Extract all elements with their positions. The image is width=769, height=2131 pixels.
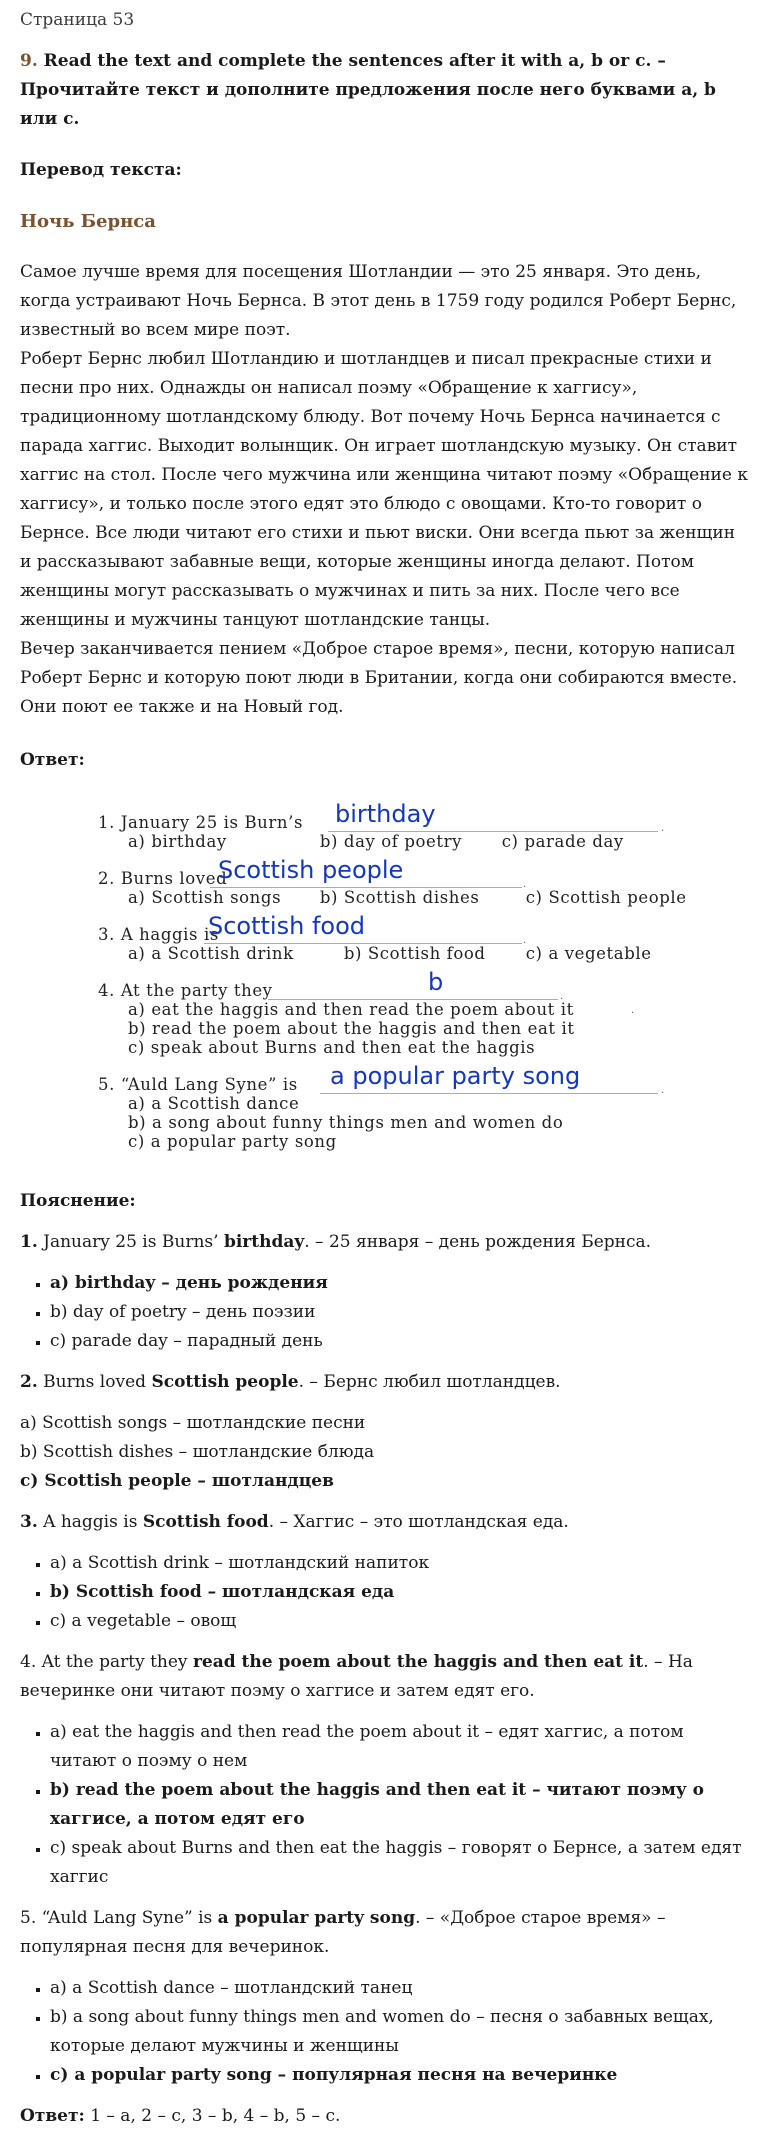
item-number: 2. [98, 869, 115, 888]
option: b) Scottish dishes [319, 888, 480, 907]
explanation-sentence [20, 1648, 749, 1706]
story-text [20, 258, 749, 722]
option-item: c) Scottish people – шотландцев [20, 1471, 334, 1491]
explanation-number: 3. [20, 1512, 38, 1532]
final-answer [20, 2102, 749, 2131]
option: b) Scottish food [343, 944, 486, 963]
explanation-lead: A haggis is [43, 1512, 138, 1532]
explanation-number: 2. [20, 1372, 38, 1392]
final-answer-label: Ответ: [20, 2106, 85, 2126]
item-number: 5. [98, 1075, 115, 1094]
final-answer-text: 1 – a, 2 – c, 3 – b, 4 – b, 5 – c. [90, 2106, 341, 2126]
explanation-answer: read the poem about the haggis and then eat it [192, 1652, 644, 1672]
story-paragraph: Вечер заканчивается пением «Доброе старое время», песни, которую написал Роберт Бернс и которую поют люди в Британии, когда они собираются вместе. Они поют ее также и на Новый год. [20, 639, 738, 717]
option-item: b) Scottish dishes – шотландские блюда [20, 1442, 375, 1462]
answer-blank [320, 1093, 658, 1094]
option-item: ▪ a) a Scottish drink – шотландский напиток [50, 1549, 749, 1578]
options-list [20, 1269, 749, 1356]
explanation-answer: Scottish food [142, 1512, 269, 1532]
translation-heading: Перевод текста: [20, 160, 182, 180]
explanation-sentence [20, 1904, 749, 1962]
answer-blank [210, 887, 522, 888]
story-title: Ночь Бернса [20, 211, 156, 232]
exercise-item: 1. January 25 is Burn’s . birthday a) birthday b) day of poetry c) parade day [98, 800, 665, 851]
option: b) read the poem about the haggis and then eat it [128, 1019, 575, 1038]
option-item: ▪ b) day of poetry – день поэзии [50, 1298, 749, 1327]
explanation-lead: Burns loved [43, 1372, 147, 1392]
option: a) a Scottish dance [128, 1094, 300, 1113]
handwritten-answer: birthday [335, 800, 436, 828]
exercise-item: 4. At the party they . b a) eat the haggis and then read the poem about it b) read the poem about the haggis and then eat it c) speak about Burns and then eat the haggis . [98, 981, 678, 1057]
item-number: 3. [98, 925, 115, 944]
explanation-answer: Scottish people [151, 1372, 299, 1392]
explanation-label: Пояснение: [20, 1191, 136, 1211]
answer-label: Ответ: [20, 750, 85, 770]
options-list [20, 1409, 749, 1496]
explanation-answer: birthday [223, 1232, 305, 1252]
option: a) birthday [128, 832, 227, 851]
handwritten-answer: a popular party song [330, 1062, 581, 1090]
story-paragraph: Самое лучше время для посещения Шотландии — это 25 января. Это день, когда устраивают Ночь Бернса. В этот день в 1759 году родился Роберт Бернс, известный во всем мире поэт. [20, 262, 737, 340]
explanation-translation: . – 25 января – день рождения Бернса. [304, 1232, 652, 1252]
answer-blank [204, 943, 522, 944]
explanation-answer: a popular party song [217, 1908, 416, 1928]
explanation-translation: . – На вечеринке они читают поэму о хаггисе и затем едят его. [20, 1652, 693, 1701]
explanation-lead: At the party they [41, 1652, 188, 1672]
exercise-item: 5. “Auld Lang Syne” is . a popular party song a) a Scottish dance b) a song about funny things men and women do c) a popular party song [98, 1075, 678, 1151]
page-label: Страница 53 [20, 10, 135, 30]
item-stem: Burns loved [120, 869, 228, 888]
exercise-item: 3. A haggis is . Scottish food a) a Scottish drink b) Scottish food c) a vegetable [98, 912, 652, 963]
explanation-number: 4. [20, 1652, 37, 1672]
option: c) a popular party song [128, 1132, 337, 1151]
task-number: 9. [20, 51, 38, 71]
option: c) a vegetable [525, 944, 652, 963]
explanation-lead: January 25 is Burns’ [43, 1232, 219, 1252]
option-item: ▪ a) a Scottish dance – шотландский танец [50, 1974, 749, 2003]
option: b) a song about funny things men and women do [128, 1113, 564, 1132]
option: a) Scottish songs [128, 888, 282, 907]
option-item: ▪ b) read the poem about the haggis and then eat it – читают поэму о хаггисе, а потом едят его [50, 1776, 749, 1834]
item-stem: “Auld Lang Syne” is [120, 1075, 298, 1094]
task-heading [20, 47, 749, 134]
explanation-number: 1. [20, 1232, 38, 1252]
explanation-translation: . – Бернс любил шотландцев. [298, 1372, 561, 1392]
option: c) Scottish people [525, 888, 687, 907]
explanation-translation: . – Хаггис – это шотландская еда. [268, 1512, 569, 1532]
explanation-sentence [20, 1368, 749, 1397]
option-item: ▪ b) Scottish food – шотландская еда [50, 1578, 749, 1607]
item-stem: At the party they [120, 981, 273, 1000]
option-item: ▪ b) a song about funny things men and women do – песня о забавных вещах, которые делают мужчины и женщины [50, 2003, 749, 2061]
explanation-translation: . – «Доброе старое время» – популярная песня для вечеринок. [20, 1908, 666, 1957]
option-item: a) Scottish songs – шотландские песни [20, 1413, 366, 1433]
handwritten-answer: Scottish food [208, 912, 365, 940]
options-list [20, 1549, 749, 1636]
option-item: ▪ a) eat the haggis and then read the poem about it – едят хаггис, а потом читают о поэму о нем [50, 1718, 749, 1776]
handwritten-answer: Scottish people [218, 856, 404, 884]
option-item: ▪ c) parade day – парадный день [50, 1327, 749, 1356]
explanation-lead: “Auld Lang Syne” is [41, 1908, 213, 1928]
exercise-item: 2. Burns loved . Scottish people a) Scottish songs b) Scottish dishes c) Scottish people [98, 856, 687, 907]
item-stem: A haggis is [120, 925, 219, 944]
option: a) a Scottish drink [128, 944, 294, 963]
option: b) day of poetry [319, 832, 463, 851]
option: a) eat the haggis and then read the poem about it [128, 1000, 574, 1019]
options-list [20, 1718, 749, 1892]
option-item: ▪ c) speak about Burns and then eat the haggis – говорят о Бернсе, а затем едят хаггис [50, 1834, 749, 1892]
answer-blank [268, 999, 558, 1000]
exercise-image [98, 800, 687, 1165]
options-list [20, 1974, 749, 2090]
explanation-number: 5. [20, 1908, 37, 1928]
story-paragraph: Роберт Бернс любил Шотландию и шотландцев и писал прекрасные стихи и песни про них. Однажды он написал поэму «Обращение к хаггису», традиционному шотландскому блюду. Вот почему Ночь Бернса начинается с парада хаггис. Выходит волынщик. Он играет шотландскую музыку. Он ставит хаггис на стол. После чего мужчина или женщина читают поэму «Обращение к хаггису», и только после этого едят это блюдо с овощами. Кто-то говорит о Бернсе. Все люди читают его стихи и пьют виски. Они всегда пьют за женщин и рассказывают забавные вещи, которые женщины иногда делают. Потом женщины могут рассказывать о мужчинах и пить за них. После чего все женщины и мужчины танцуют шотландские танцы. [20, 349, 748, 630]
option-item: ▪ c) a vegetable – овощ [50, 1607, 749, 1636]
option-item: ▪ c) a popular party song – популярная песня на вечеринке [50, 2061, 749, 2090]
explanation-sentence [20, 1228, 749, 1257]
option: c) parade day [501, 832, 624, 851]
task-text: Read the text and complete the sentences after it with a, b or c. – Прочитайте текст и дополните предложения после него буквами a, b или c. [20, 51, 716, 129]
item-stem: January 25 is Burn’s [120, 813, 304, 832]
item-number: 4. [98, 981, 115, 1000]
option: c) speak about Burns and then eat the haggis [128, 1038, 536, 1057]
explanation-sentence [20, 1508, 749, 1537]
option-item: ▪ a) birthday – день рождения [50, 1269, 749, 1298]
handwritten-answer: b [428, 968, 444, 996]
answer-blank [328, 831, 658, 832]
item-number: 1. [98, 813, 115, 832]
